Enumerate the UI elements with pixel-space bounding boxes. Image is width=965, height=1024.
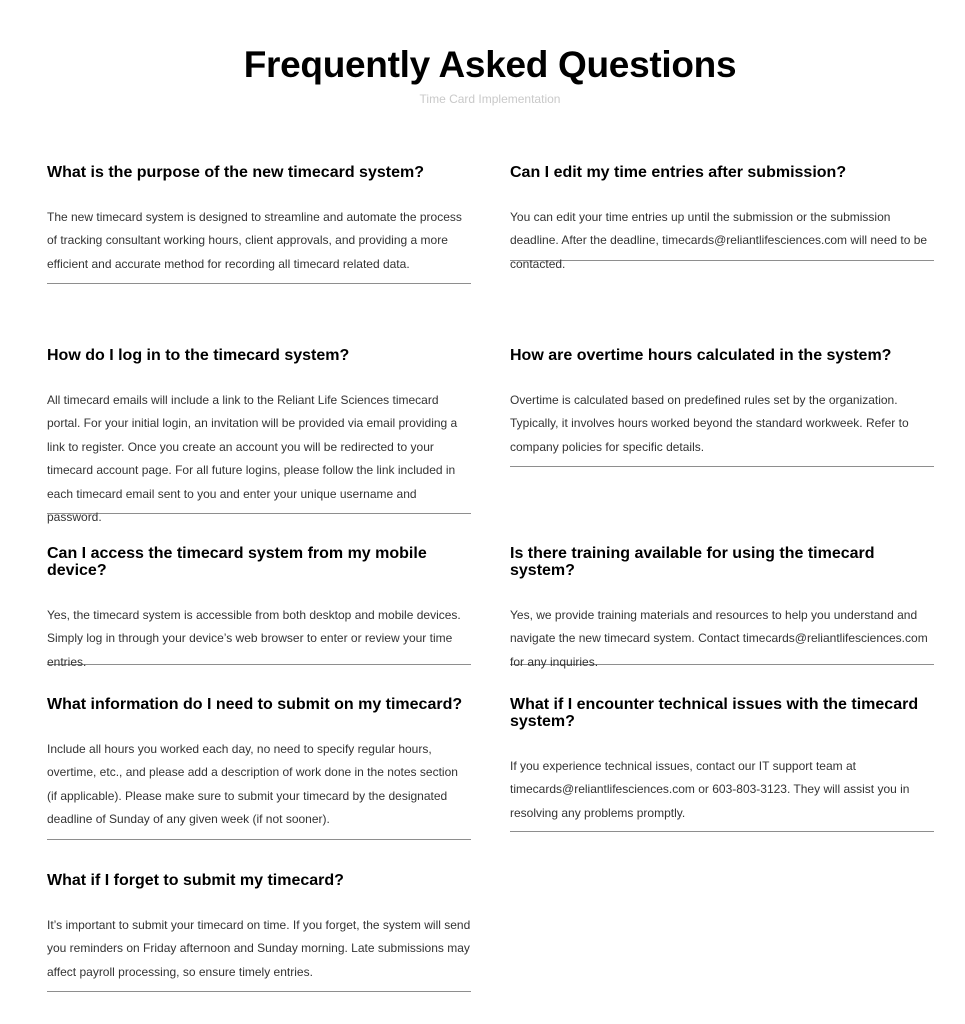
- faq-item-training: [510, 545, 934, 669]
- faq-item-mobile: [47, 545, 471, 669]
- faq-question: What if I encounter technical issues with the timecard system?: [510, 696, 919, 730]
- faq-item-technical: [510, 696, 934, 832]
- faq-item-edit: [510, 164, 934, 271]
- faq-answer: Yes, we provide training materials and resources to help you understand and navigate the new timecard system. Contact timecards@reliantlifesciences.com for any inquiries.: [510, 608, 928, 669]
- faq-question: Can I edit my time entries after submission?: [510, 164, 847, 181]
- faq-question: How do I log in to the timecard system?: [47, 347, 350, 364]
- faq-answer: Overtime is calculated based on predefined rules set by the organization. Typically, it involves hours worked beyond the standard workweek. Refer to company policies for specific details.: [510, 393, 909, 454]
- faq-item-overtime: [510, 347, 934, 467]
- faq-item-purpose: [47, 164, 471, 284]
- faq-item-forget: [47, 872, 471, 992]
- faq-answer: All timecard emails will include a link to the Reliant Life Sciences timecard portal. For your initial login, an invitation will be provided via email providing a link to register. Once you create an account you will be redirected to your timecard account page. For all future logins, please follow the link included in each timecard email sent to you and enter your unique username and password.: [47, 393, 458, 525]
- faq-question: What information do I need to submit on my timecard?: [47, 696, 463, 713]
- faq-question: What if I forget to submit my timecard?: [47, 872, 344, 889]
- faq-answer: If you experience technical issues, contact our IT support team at timecards@reliantlifesciences.com or 603-803-3123. They will assist you in resolving any problems promptly.: [510, 759, 910, 820]
- faq-question: What is the purpose of the new timecard system?: [47, 164, 424, 181]
- page-title: Frequently Asked Questions: [243, 44, 737, 85]
- faq-question: Is there training available for using the timecard system?: [510, 545, 875, 579]
- faq-question: How are overtime hours calculated in the system?: [510, 347, 892, 364]
- faq-answer: Yes, the timecard system is accessible from both desktop and mobile devices. Simply log in through your device’s web browser to enter or review your time entries.: [47, 608, 461, 669]
- faq-answer: You can edit your time entries up until the submission or the submission deadline. After the deadline, timecards@reliantlifesciences.com will need to be contacted.: [510, 210, 928, 271]
- faq-item-information: [47, 696, 471, 840]
- faq-item-login: [47, 347, 471, 525]
- faq-question: Can I access the timecard system from my mobile device?: [47, 545, 427, 579]
- page-subtitle: Time Card Implementation: [419, 92, 561, 106]
- faq-answer: The new timecard system is designed to streamline and automate the process of tracking consultant working hours, client approvals, and providing a more efficient and accurate method for recording all timecard related data.: [47, 210, 462, 271]
- faq-answer: Include all hours you worked each day, no need to specify regular hours, overtime, etc., and please add a description of work done in the notes section (if applicable). Please make sure to submit your timecard by the designated deadline of Sunday of any given week (if not sooner).: [47, 742, 458, 827]
- faq-answer: It’s important to submit your timecard on time. If you forget, the system will send you reminders on Friday afternoon and Sunday morning. Late submissions may affect payroll processing, so ensure timely entries.: [47, 918, 471, 979]
